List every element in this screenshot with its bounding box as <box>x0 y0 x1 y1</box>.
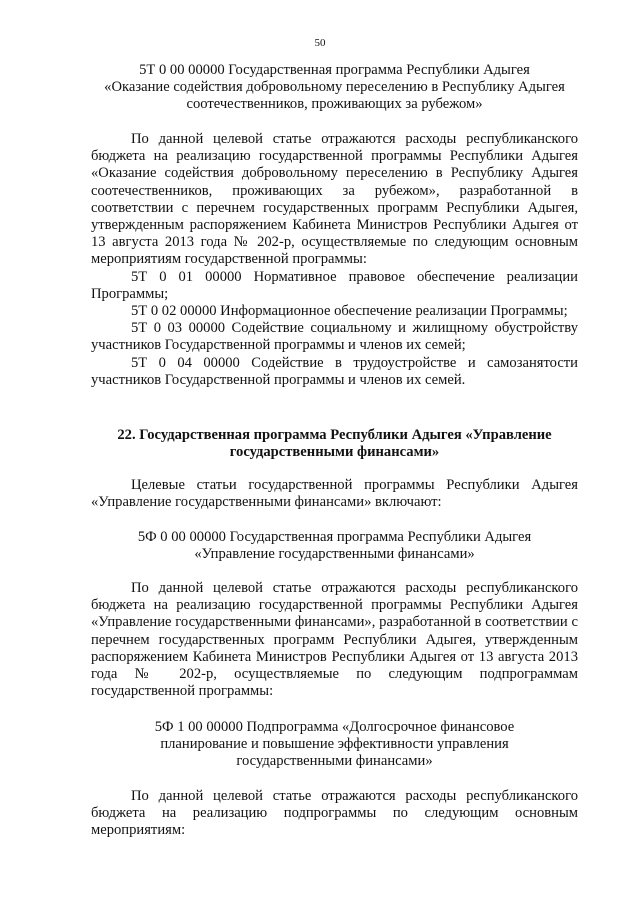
paragraph-5f-expenses: По данной целевой статье отражаются расходы республиканского бюджета на реализацию государственной программы Республики Адыгея «Управление государственными финансами», разработанной в соответствии с перечнем государственных программ Республики Адыгея, утвержденным распоряжением Кабинета Министров Республики Адыгея от 13 августа 2013 года № 202-р, осуществляемые по следующим подпрограммам государственной программы: <box>91 580 578 700</box>
section-22-intro <box>91 477 578 511</box>
paragraph-5t-expenses: По данной целевой статье отражаются расходы республиканского бюджета на реализацию государственной программы Республики Адыгея «Оказание содействия добровольному переселению в Республику Адыгея соотечественников, проживающих за рубежом», разработанной в соответствии с перечнем государственных программ Республики Адыгея, утвержденным распоряжением Кабинета Министров Республики Адыгея от 13 августа 2013 года № 202-р, осуществляемые по следующим основным мероприятиям государственной программы: <box>91 131 578 268</box>
list-item-5t-01: 5Т 0 01 00000 Нормативное правовое обеспечение реализации Программы; <box>91 268 578 302</box>
program-5f-description <box>91 580 578 700</box>
subprogram-5f1-title <box>91 719 578 771</box>
subprogram-5f1-title-line-3: государственными финансами» <box>236 753 433 770</box>
subprogram-5f1-title-line-1: 5Ф 1 00 00000 Подпрограмма «Долгосрочное финансовое <box>154 719 515 735</box>
program-5t-title <box>91 62 578 114</box>
subprogram-5f1-description <box>91 788 578 840</box>
program-5t-title-line-2: «Оказание содействия добровольному переселению в Республику Адыгея <box>104 79 565 96</box>
program-5t-description <box>91 131 578 389</box>
program-5t-title-line-1: 5Т 0 00 00000 Государственная программа Республики Адыгея <box>139 62 530 78</box>
program-5t-title-line-3: соотечественников, проживающих за рубежом» <box>186 96 483 113</box>
list-item-5t-03: 5Т 0 03 00000 Содействие социальному и жилищному обустройству участников Государственной программы и членов их семей; <box>91 320 578 354</box>
program-5f-title <box>91 529 578 563</box>
program-5f-title-line-1: 5Ф 0 00 00000 Государственная программа Республики Адыгея <box>137 529 532 545</box>
list-item-5t-02: 5Т 0 02 00000 Информационное обеспечение реализации Программы; <box>131 303 568 320</box>
program-5f-title-line-2: «Управление государственными финансами» <box>194 546 475 563</box>
section-22-heading-line-2: государственными финансами» <box>229 444 440 461</box>
section-22-heading-line-1: 22. Государственная программа Республики Адыгея «Управление <box>117 427 552 443</box>
page-number: 50 <box>314 37 326 49</box>
paragraph-target-articles: Целевые статьи государственной программы Республики Адыгея «Управление государственными финансами» включают: <box>91 477 578 511</box>
list-item-5t-04: 5Т 0 04 00000 Содействие в трудоустройстве и самозанятости участников Государственной программы и членов их семей. <box>91 354 578 388</box>
subprogram-5f1-title-line-2: планирование и повышение эффективности управления <box>160 736 509 753</box>
section-22-heading <box>91 427 578 461</box>
paragraph-5f1-expenses: По данной целевой статье отражаются расходы республиканского бюджета на реализацию подпрограммы по следующим основным мероприятиям: <box>91 788 578 839</box>
